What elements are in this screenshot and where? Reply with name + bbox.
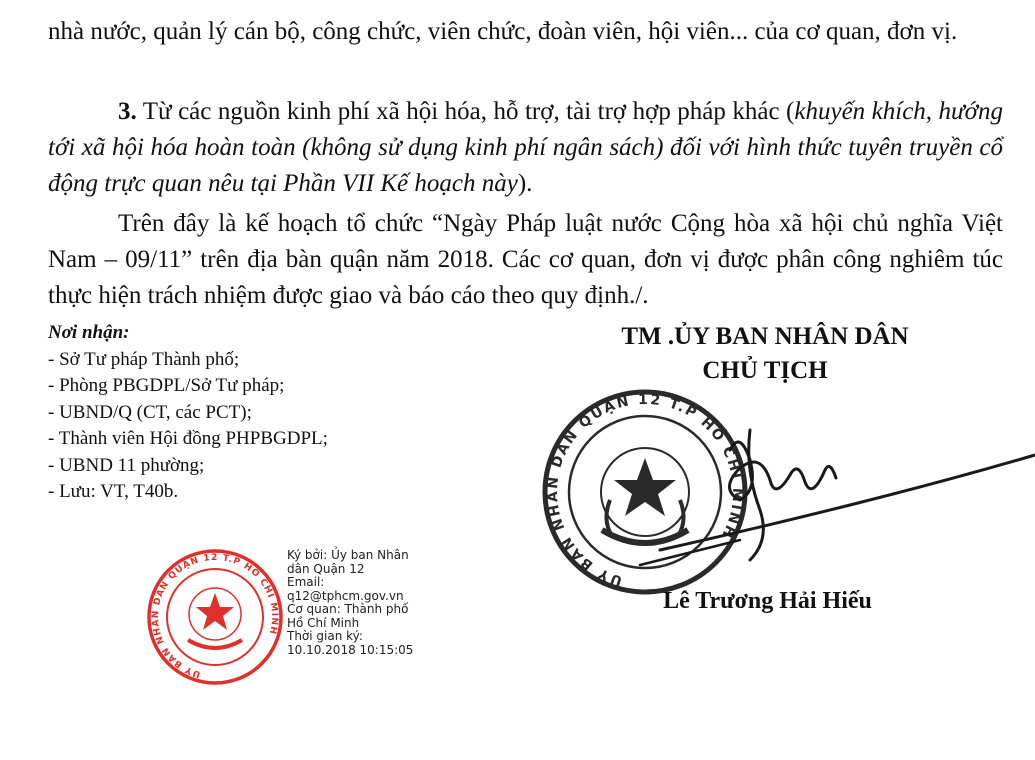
paragraph-2-italic: khuyến khích, hướng tới xã hội hóa hoàn toàn (không sử dụng kinh phí ngân sách) đối với hình thức tuyên truyền cổ động trực quan nêu tại Phần VII Kế hoạch này: [48, 98, 1003, 197]
recipients-heading: Nơi nhận:: [48, 322, 130, 343]
digital-signature-line: q12@tphcm.gov.vn: [287, 588, 404, 603]
digital-signature-line: Ký bởi: Ủy ban Nhân: [287, 548, 409, 562]
digital-signature-line: dân Quận 12: [287, 561, 365, 576]
paragraph-2-text: Từ các nguồn kinh phí xã hội hóa, hỗ trợ, tài trợ hợp pháp khác (: [136, 98, 795, 125]
signer-block: [570, 320, 960, 388]
recipient-item: - UBND 11 phường;: [48, 454, 205, 476]
recipients-list: [48, 320, 328, 506]
body-paragraph-2: [48, 94, 1003, 202]
svg-text:ỦY BAN NHÂN DÂN QUẬN 12 T.P HỒ: ỦY BAN NHÂN DÂN QUẬN 12 T.P HỒ CHÍ MINH: [150, 552, 280, 680]
recipient-item: - Phòng PBGDPL/Sở Tư pháp;: [48, 375, 285, 396]
recipient-item: - UBND/Q (CT, các PCT);: [48, 401, 252, 423]
body-paragraph-1: nhà nước, quản lý cán bộ, công chức, viên chức, đoàn viên, hội viên... của cơ quan, đơn vị.: [48, 18, 958, 45]
body-paragraph-3: Trên đây là kế hoạch tổ chức “Ngày Pháp luật nước Cộng hòa xã hội chủ nghĩa Việt Nam – 09/11” trên địa bàn quận năm 2018. Các cơ quan, đơn vị được phân công nghiêm túc thực hiện trách nhiệm được giao và báo cáo theo quy định./.: [48, 210, 1003, 309]
signer-title: CHỦ TỊCH: [702, 357, 828, 384]
digital-signature-line: 10.10.2018 10:15:05: [287, 642, 414, 657]
digital-signature-line: Thời gian ký:: [287, 629, 363, 643]
svg-text:ỦY BAN NHÂN DÂN QUẬN 12 T.P HỒ: ỦY BAN NHÂN DÂN QUẬN 12 T.P HỒ CHÍ MINH: [544, 391, 746, 589]
digital-signature-line: Email:: [287, 575, 325, 589]
digital-signature-info: [287, 549, 447, 657]
paragraph-2-end: ).: [517, 170, 533, 197]
signature-icon: [600, 390, 1035, 580]
digital-signature-line: Cơ quan: Thành phố: [287, 602, 409, 616]
signer-name: Lê Trương Hải Hiếu: [663, 588, 872, 614]
item-number: 3.: [118, 98, 137, 125]
recipient-item: - Sở Tư pháp Thành phố;: [48, 348, 240, 370]
signer-organization: TM .ỦY BAN NHÂN DÂN: [621, 323, 909, 350]
recipient-item: - Lưu: VT, T40b.: [48, 481, 179, 502]
digital-signature-line: Hồ Chí Minh: [287, 615, 360, 630]
digital-seal-icon: [146, 548, 284, 686]
recipient-item: - Thành viên Hội đồng PHPBGDPL;: [48, 428, 328, 449]
